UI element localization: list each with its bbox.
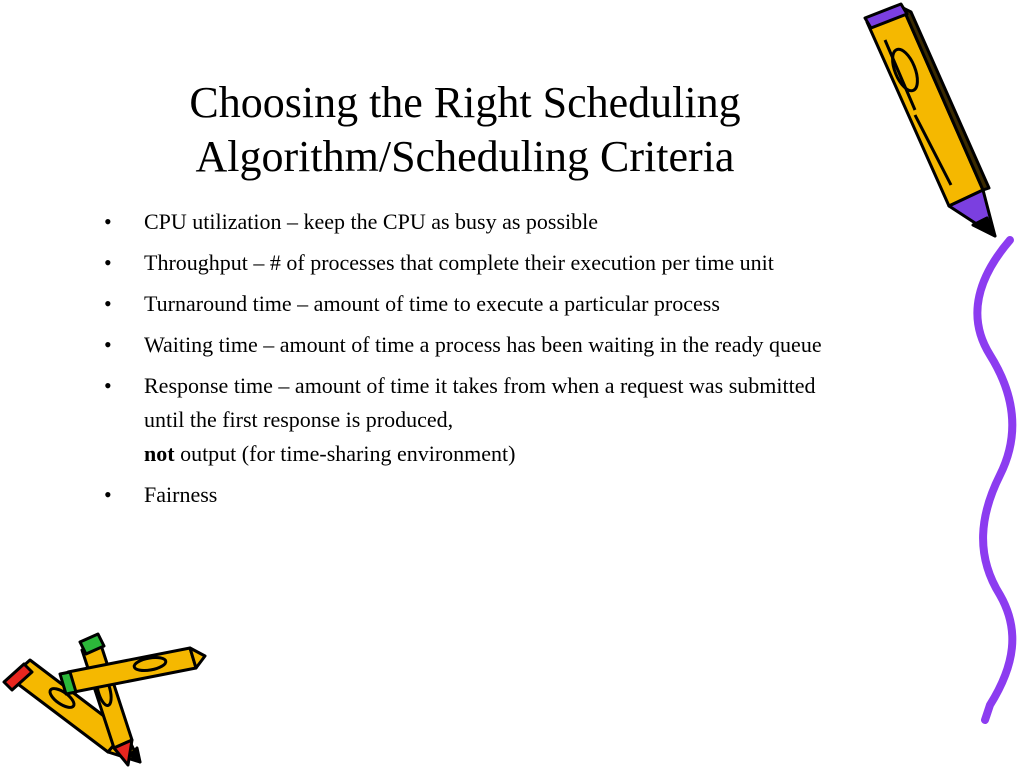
pencil-icon — [855, 0, 1005, 245]
squiggle-line — [960, 235, 1024, 725]
bullet-item-response-time — [104, 369, 824, 471]
bullet-text: Fairness — [144, 482, 218, 507]
bullet-item-throughput — [104, 246, 824, 280]
bullet-list — [104, 205, 824, 519]
bullet-item-waiting-time — [104, 328, 824, 362]
title-line-2: Algorithm/Scheduling Criteria — [195, 132, 735, 181]
bullet-text: Waiting time – amount of time a process has been waiting in the ready queue — [144, 332, 822, 357]
title-line-1: Choosing the Right Scheduling — [189, 78, 741, 127]
bullet-dot: • — [104, 250, 112, 275]
bullet-dot: • — [104, 209, 112, 234]
bullet-text: Turnaround time – amount of time to execute a particular process — [144, 291, 720, 316]
crossed-pencils-icon — [0, 620, 210, 768]
bullet-text-tail: output (for time-sharing environment) — [174, 441, 516, 466]
bullet-dot: • — [104, 332, 112, 357]
bullet-item-fairness — [104, 478, 824, 512]
bullet-text: Throughput – # of processes that complete their execution per time unit — [144, 250, 774, 275]
bullet-text: CPU utilization – keep the CPU as busy as possible — [144, 209, 599, 234]
bullet-bold-word: not — [144, 441, 175, 466]
bullet-dot: • — [104, 482, 112, 507]
bullet-item-cpu-utilization — [104, 205, 824, 239]
slide-title — [110, 76, 820, 184]
bullet-text: Response time – amount of time it takes from when a request was submitted until the first response is produced, — [144, 373, 816, 432]
bullet-dot: • — [104, 373, 112, 398]
bullet-dot: • — [104, 291, 112, 316]
bullet-item-turnaround-time — [104, 287, 824, 321]
